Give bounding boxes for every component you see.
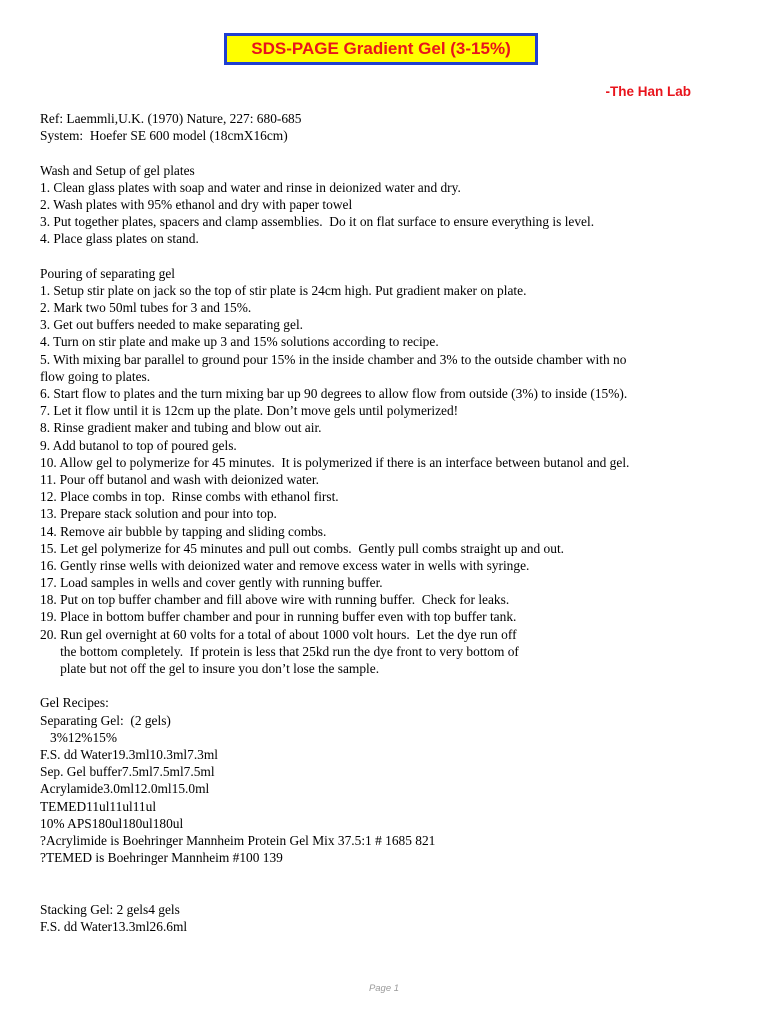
recipe-line: Separating Gel: (2 gels) — [40, 712, 171, 728]
pouring-step: 19. Place in bottom buffer chamber and pour in running buffer even with top buffer tank. — [40, 609, 517, 625]
author-line: -The Han Lab — [605, 84, 691, 99]
wash-step: 1. Clean glass plates with soap and water and rinse in deionized water and dry. — [40, 179, 461, 195]
recipe-line: 3%12%15% — [40, 729, 117, 745]
title-box — [224, 33, 538, 65]
pouring-step: 12. Place combs in top. Rinse combs with ethanol first. — [40, 489, 339, 505]
reference-line: Ref: Laemmli,U.K. (1970) Nature, 227: 680-685 — [40, 111, 302, 126]
pouring-heading: Pouring of separating gel — [40, 265, 175, 281]
wash-step: 3. Put together plates, spacers and clamp assemblies. Do it on flat surface to ensure everything is level. — [40, 214, 595, 230]
recipe-line: ?Acrylimide is Boehringer Mannheim Protein Gel Mix 37.5:1 # 1685 821 — [40, 832, 436, 848]
stacking-line: Stacking Gel: 2 gels4 gels — [40, 901, 180, 917]
pouring-step: 9. Add butanol to top of poured gels. — [40, 437, 237, 453]
pouring-step: 14. Remove air bubble by tapping and sliding combs. — [40, 523, 327, 539]
pouring-step: 16. Gently rinse wells with deionized water and remove excess water in wells with syringe. — [40, 557, 530, 573]
pouring-step: 8. Rinse gradient maker and tubing and blow out air. — [40, 420, 322, 436]
recipe-line: F.S. dd Water19.3ml10.3ml7.3ml — [40, 746, 219, 762]
document-title: SDS-PAGE Gradient Gel (3-15%) — [251, 39, 511, 58]
pouring-step: plate but not off the gel to insure you don’t lose the sample. — [40, 661, 380, 676]
recipe-line: TEMED11ul11ul11ul — [40, 798, 157, 814]
pouring-step: 10. Allow gel to polymerize for 45 minutes. It is polymerized if there is an interface between butanol and gel. — [40, 454, 630, 470]
wash-step: 4. Place glass plates on stand. — [40, 231, 199, 247]
pouring-step: 5. With mixing bar parallel to ground pour 15% in the inside chamber and 3% to the outside chamber with no — [40, 351, 627, 367]
recipes-heading: Gel Recipes: — [40, 695, 109, 711]
pouring-step: 15. Let gel polymerize for 45 minutes and pull out combs. Gently pull combs straight up and out. — [40, 540, 565, 556]
pouring-step: 1. Setup stir plate on jack so the top of stir plate is 24cm high. Put gradient maker on plate. — [40, 282, 527, 298]
document-body — [40, 110, 740, 935]
pouring-step: 11. Pour off butanol and wash with deionized water. — [40, 471, 319, 487]
pouring-step: 20. Run gel overnight at 60 volts for a total of about 1000 volt hours. Let the dye run off — [40, 626, 517, 642]
recipe-line: 10% APS180ul180ul180ul — [40, 815, 184, 831]
pouring-step: the bottom completely. If protein is less that 25kd run the dye front to very bottom of — [40, 643, 519, 659]
pouring-step: 13. Prepare stack solution and pour into top. — [40, 506, 277, 522]
pouring-step: 3. Get out buffers needed to make separating gel. — [40, 317, 304, 333]
pouring-step: 17. Load samples in wells and cover gently with running buffer. — [40, 575, 383, 591]
pouring-step: 18. Put on top buffer chamber and fill above wire with running buffer. Check for leaks. — [40, 592, 510, 608]
recipe-line: ?TEMED is Boehringer Mannheim #100 139 — [40, 850, 283, 866]
recipe-line: Sep. Gel buffer7.5ml7.5ml7.5ml — [40, 764, 215, 780]
pouring-step: 2. Mark two 50ml tubes for 3 and 15%. — [40, 300, 252, 316]
system-line: System: Hoefer SE 600 model (18cmX16cm) — [40, 128, 288, 144]
pouring-step: 6. Start flow to plates and the turn mixing bar up 90 degrees to allow flow from outside (3%) to inside (15%). — [40, 386, 628, 401]
page-number: Page 1 — [368, 983, 400, 994]
stacking-line: F.S. dd Water13.3ml26.6ml — [40, 918, 188, 934]
pouring-step: 7. Let it flow until it is 12cm up the plate. Don’t move gels until polymerized! — [40, 403, 459, 419]
pouring-step: flow going to plates. — [40, 368, 151, 384]
recipe-line: Acrylamide3.0ml12.0ml15.0ml — [40, 781, 210, 797]
wash-step: 2. Wash plates with 95% ethanol and dry with paper towel — [40, 196, 353, 212]
wash-heading: Wash and Setup of gel plates — [40, 162, 195, 178]
pouring-step: 4. Turn on stir plate and make up 3 and 15% solutions according to recipe. — [40, 334, 439, 350]
